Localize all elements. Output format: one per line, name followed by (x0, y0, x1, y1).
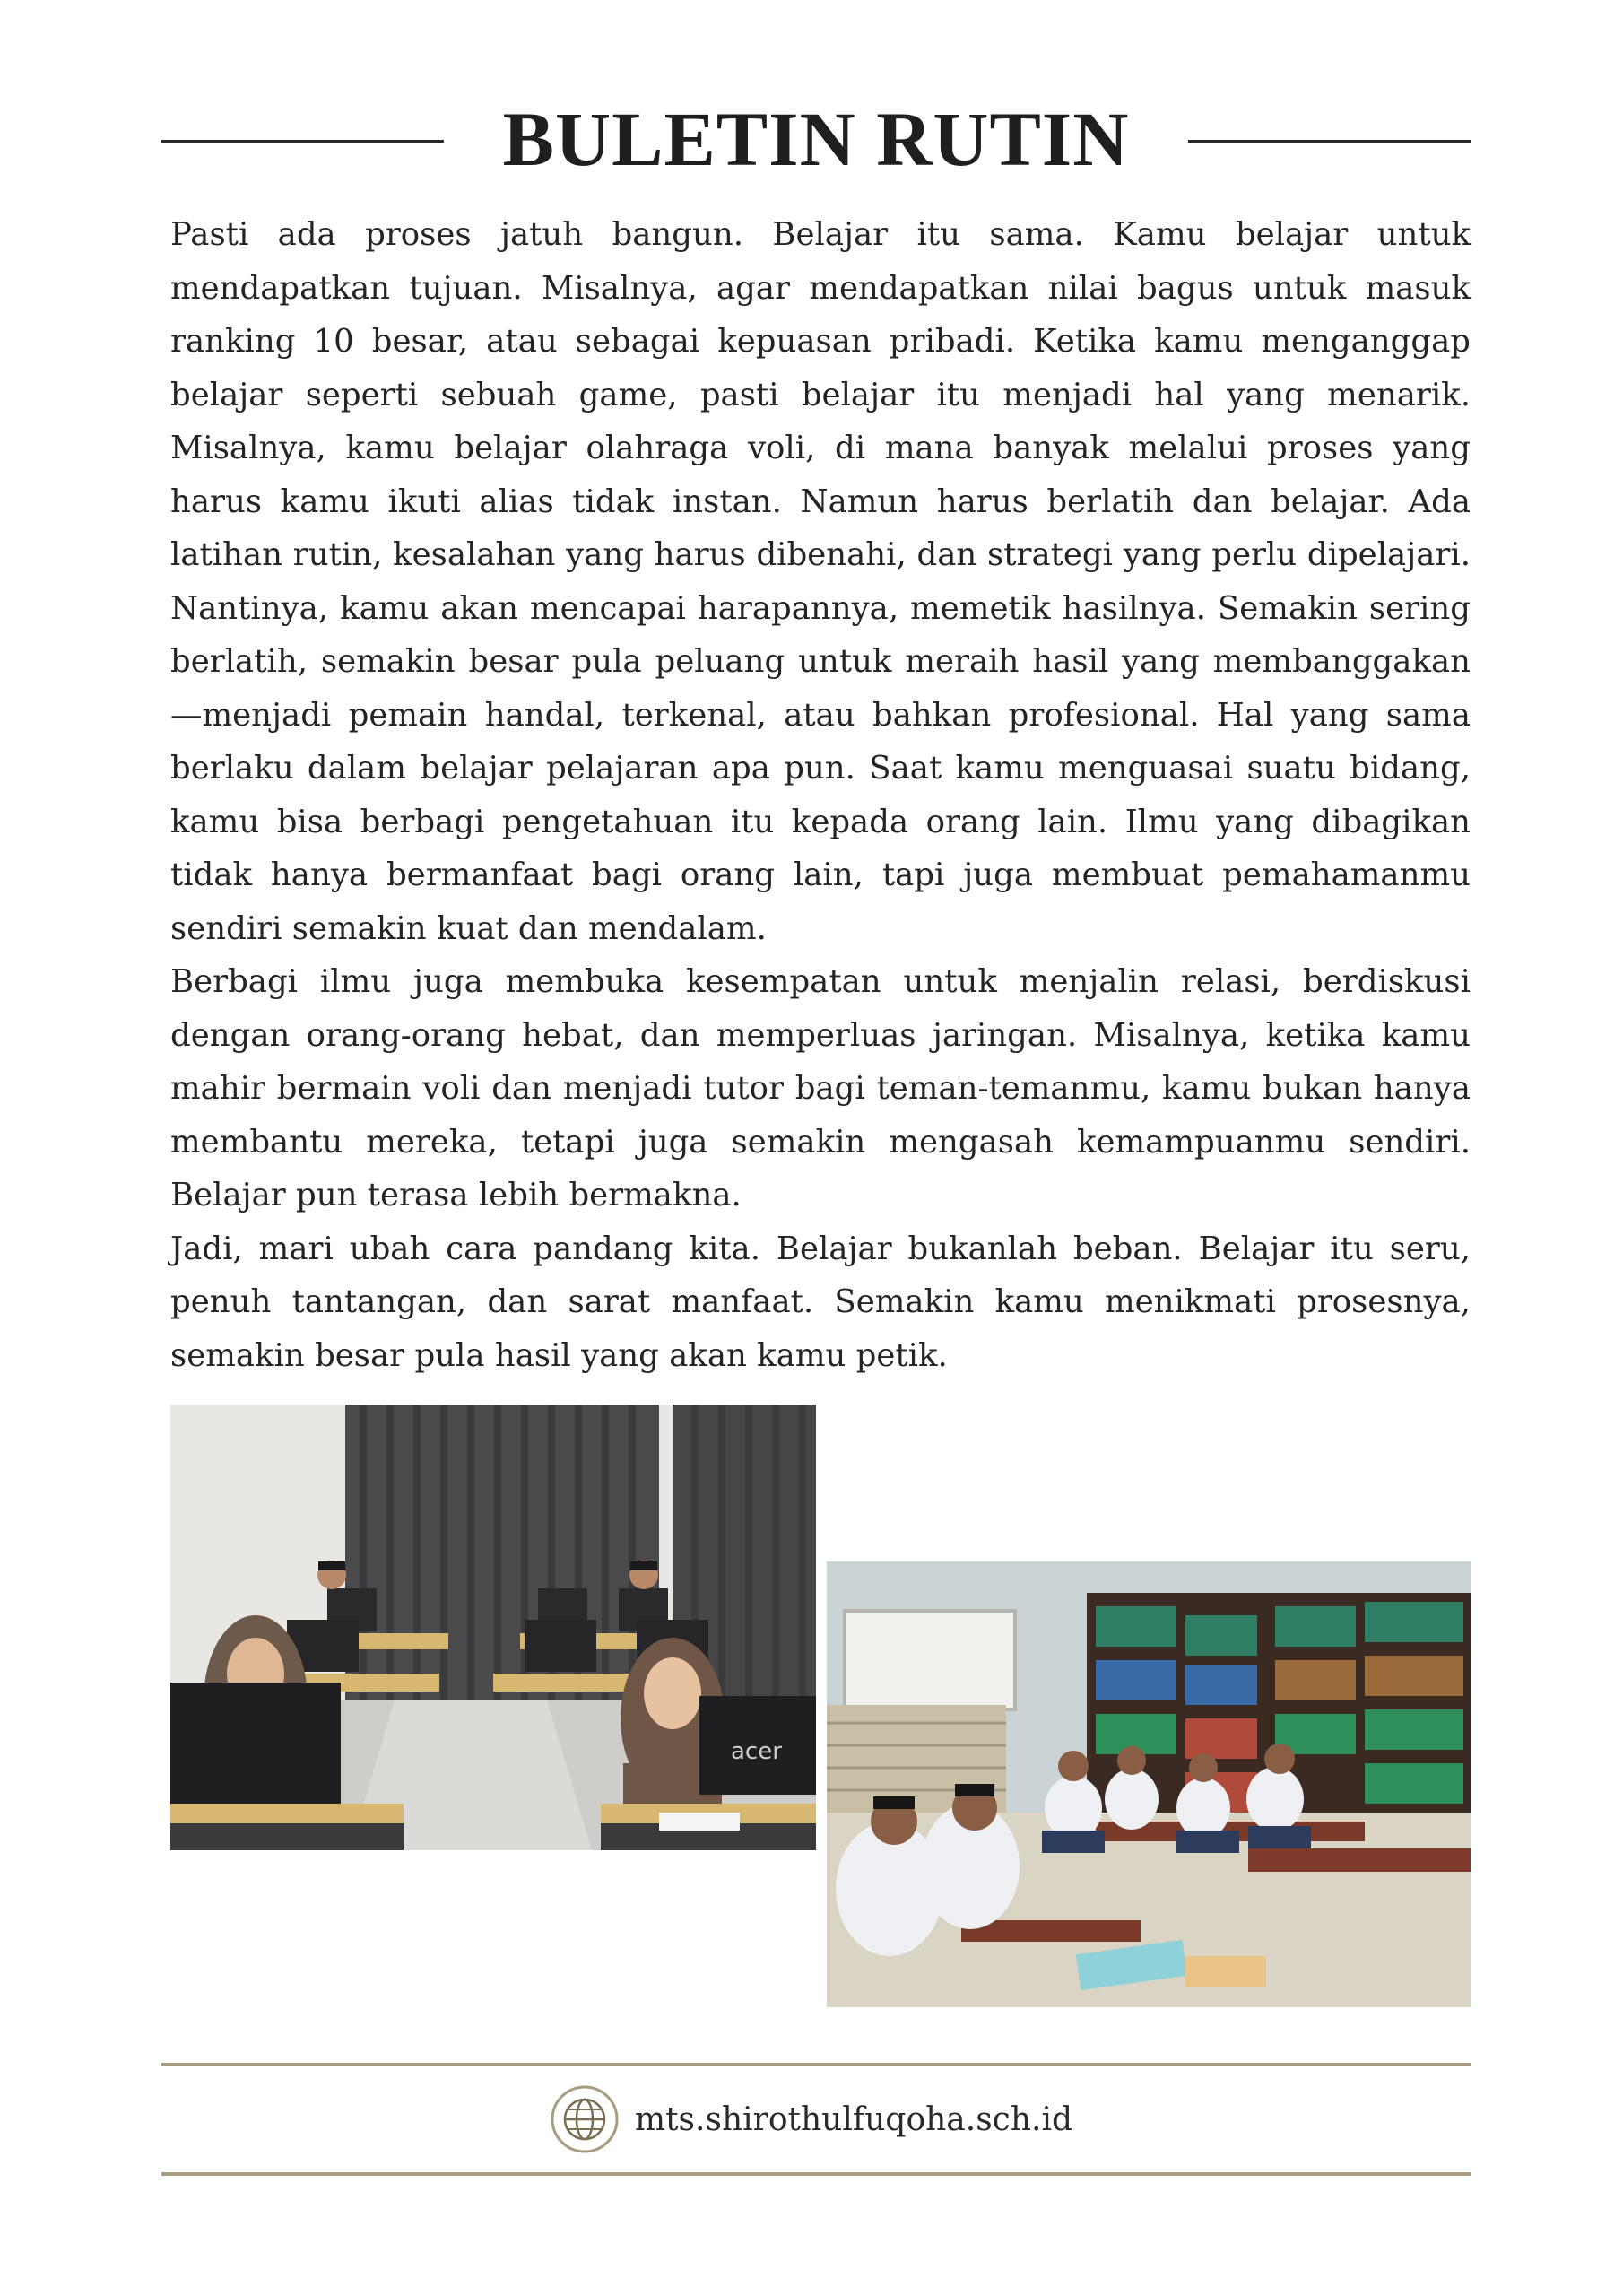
footer-rule-top (161, 2063, 1471, 2066)
article-paragraph-3: Jadi, mari ubah cara pandang kita. Belajar bukanlah beban. Belajar itu seru, penuh tantangan, dan sarat manfaat. Semakin kamu menikmati prosesnya, semakin besar pula hasil yang akan kamu petik. (170, 1230, 1471, 1374)
footer-rule-bottom (161, 2172, 1471, 2176)
computer-lab-photo (170, 1405, 816, 1850)
article-body (170, 208, 1471, 1382)
footer (0, 2085, 1623, 2153)
title-rule-right (1188, 140, 1471, 143)
page-title: BULETIN RUTIN (502, 96, 1130, 182)
library-photo (827, 1561, 1471, 2007)
header (161, 90, 1471, 188)
article-paragraph-2: Berbagi ilmu juga membuka kesempatan untuk menjalin relasi, berdiskusi dengan orang-orang hebat, dan memperluas jaringan. Misalnya, ketika kamu mahir bermain voli dan menjadi tutor bagi teman-temanmu, kamu bukan hanya membantu mereka, tetapi juga semakin mengasah kemampuanmu sendiri. Belajar pun terasa lebih bermakna. (170, 963, 1471, 1213)
article-paragraph-1: Pasti ada proses jatuh bangun. Belajar itu sama. Kamu belajar untuk mendapatkan tujuan. Misalnya, agar mendapatkan nilai bagus untuk masuk ranking 10 besar, atau sebagai kepuasan pribadi. Ketika kamu menganggap belajar seperti sebuah game, pasti belajar itu menjadi hal yang menarik. Misalnya, kamu belajar olahraga voli, di mana banyak melalui proses yang harus kamu ikuti alias tidak instan. Namun harus berlatih dan belajar. Ada latihan rutin, kesalahan yang harus dibenahi, dan strategi yang perlu dipelajari. Nantinya, kamu akan mencapai harapannya, memetik hasilnya. Semakin sering berlatih, semakin besar pula peluang untuk meraih hasil yang membanggakan —menjadi pemain handal, terkenal, atau bahkan profesional. Hal yang sama berlaku dalam belajar pelajaran apa pun. Saat kamu menguasai suatu bidang, kamu bisa berbagi pengetahuan itu kepada orang lain. Ilmu yang dibagikan tidak hanya bermanfaat bagi orang lain, tapi juga membuat pemahamanmu sendiri semakin kuat dan mendalam. (170, 216, 1471, 947)
globe-icon (551, 2085, 619, 2153)
monitor-brand-label: acer (731, 1738, 782, 1765)
website-url: mts.shirothulfuqoha.sch.id (634, 2100, 1073, 2138)
